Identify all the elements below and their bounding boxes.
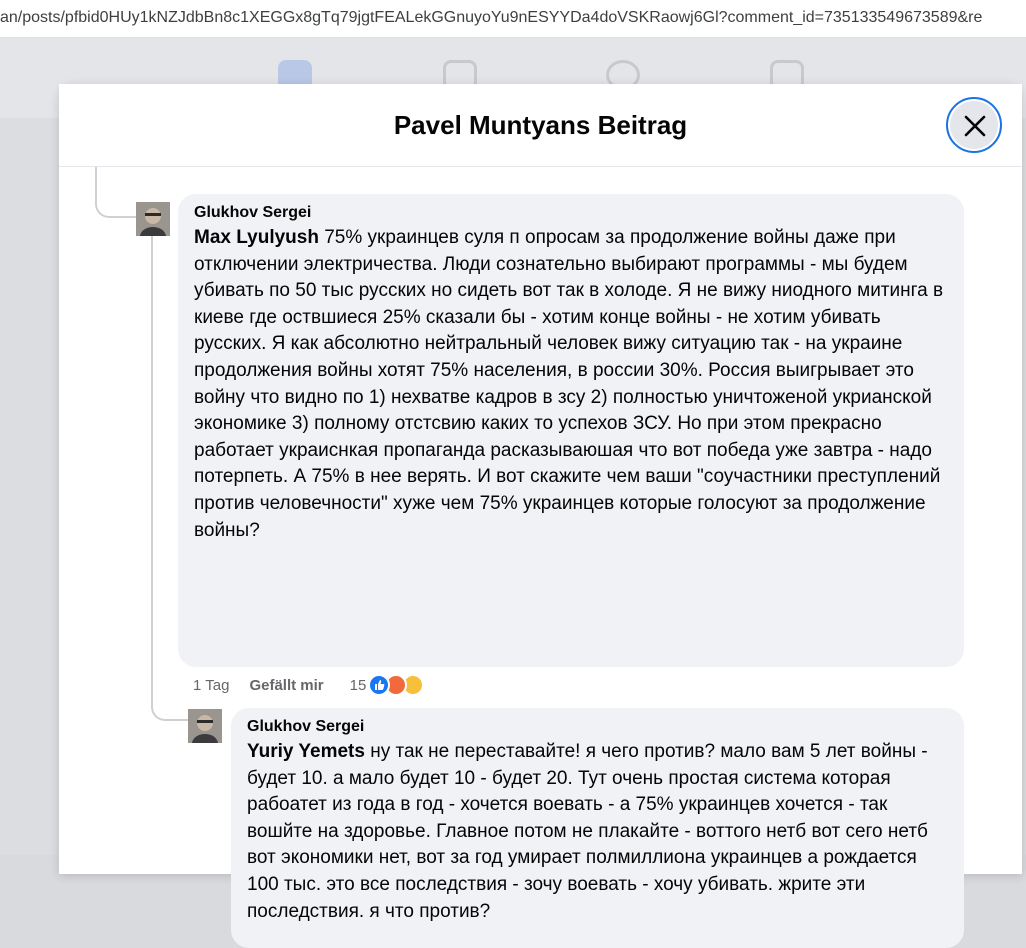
comment-timestamp[interactable]: 1 Tag [193, 676, 230, 694]
modal-header [59, 84, 1022, 167]
url-text[interactable]: an/posts/pfbid0HUy1kNZJdbBn8c1XEGGx8gTq79jgtFEALekGGnuyoYu9nESYYDa4doVSKRaowj6Gl?comment_id=735133549673589&re [0, 9, 983, 26]
comment-bubble [178, 194, 964, 667]
comment-actions [193, 674, 424, 696]
close-icon [964, 115, 986, 137]
comment-author[interactable]: Glukhov Sergei [194, 204, 312, 221]
thread-connector [95, 166, 137, 218]
post-modal [59, 84, 1022, 922]
like-reaction-icon [368, 674, 390, 696]
comment-body: 75% украинцев суля п опросам за продолжение войны даже при отключении электричества. Люди сознательно выбирают программы - мы будем убивать по 50 тыс русских но сидеть вот так в холоде. Я не вижу ниодного митинга в киеве где оствшиеся 25% сказали бы - хотим конце войны - не хотим убивать русских. Я как абсолютно нейтральный человек вижу ситуацию так - на украине продолжения войны хотят 75% населения, в россии 30%. Россия выигрывает это войну что видно по 1) нехватве кадров в зсу 2) полностью уничтоженой укрианской экономике 3) полному отстсвию каких то успехов ЗСУ. Но при этом прекрасно работает украиснкая пропаганда расказываюшая что вот победа уже завтра - надо потерпеть. А 75% в нее верять. И вот скажите чем ваши "соучастники преступлений против человечности" хуже чем 75% украинцев которые голосуют за продолжение войны? [194, 227, 944, 541]
comment-author[interactable]: Glukhov Sergei [247, 718, 365, 735]
mention-link[interactable]: Yuriy Yemets [247, 741, 365, 762]
reply-bubble [231, 708, 964, 948]
comment-text [247, 739, 948, 925]
mention-link[interactable]: Max Lyulyush [194, 227, 319, 248]
avatar[interactable] [136, 202, 170, 236]
comment-text [194, 225, 948, 544]
reaction-count[interactable]: 15 [349, 676, 367, 694]
like-button[interactable]: Gefällt mir [249, 676, 324, 694]
browser-address-bar[interactable] [0, 0, 1026, 38]
comment-body: ну так не переставайте! я чего против? мало вам 5 лет войны - будет 10. а мало будет 10 - будет 20. Тут очень простая система которая рабоатет из года в год - хочется воевать - а 75% украинцев хочется - так вошйте на здоровье. Главное потом не плакайте - воттого нетб вот сего нетб вот экономики нет, вот за год умирает полмиллиона украинцев а рождается 100 тыс. это все последствия - зочу воевать - хочу убивать. жрите эти последствия. я что против? [247, 741, 928, 922]
comments-area [59, 166, 1022, 922]
modal-title: Pavel Muntyans Beitrag [393, 110, 688, 140]
avatar[interactable] [188, 709, 222, 743]
close-button[interactable] [946, 97, 1002, 153]
